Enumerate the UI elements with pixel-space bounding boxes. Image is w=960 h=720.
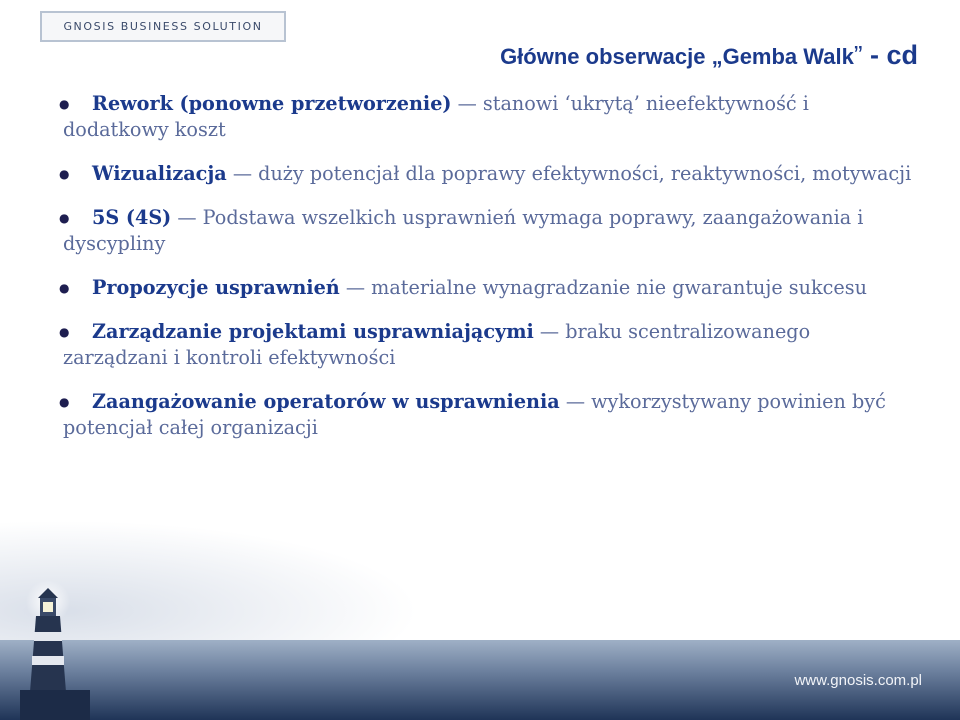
slide-title <box>500 40 918 71</box>
list-item <box>59 91 918 143</box>
item-keyword: Wizualizacja <box>92 162 227 185</box>
item-keyword: Zaangażowanie operatorów w usprawnienia <box>92 390 560 413</box>
bullet-dot-icon: ● <box>59 97 70 111</box>
item-text: duży potencjał dla poprawy efektywności, reaktywności, motywacji <box>258 162 912 185</box>
title-main: Główne obserwacje „Gemba Walk <box>500 44 854 69</box>
item-text: materialne wynagradzanie nie gwarantuje sukcesu <box>371 276 867 299</box>
title-suffix: - cd <box>862 40 918 70</box>
item-keyword: Propozycje usprawnień <box>92 276 340 299</box>
bullet-dot-icon: ● <box>59 281 70 295</box>
list-item <box>59 205 918 257</box>
list-item <box>59 319 918 371</box>
company-logo <box>40 11 286 42</box>
item-dash: — <box>345 276 366 299</box>
logo-text: GNOSIS BUSINESS SOLUTION <box>63 20 263 33</box>
item-dash: — <box>457 92 477 115</box>
list-item <box>59 161 918 187</box>
item-dash: — <box>565 390 586 413</box>
bullet-dot-icon: ● <box>59 395 70 409</box>
item-keyword: 5S (4S) <box>92 206 172 229</box>
item-text: wykorzystywany powinien być potencjał całej organizacji <box>63 390 886 439</box>
item-keyword: Zarządzanie projektami usprawniającymi <box>92 320 534 343</box>
item-keyword: Rework (ponowne przetworzenie) <box>92 92 452 115</box>
item-dash: — <box>177 206 197 229</box>
list-item <box>59 389 918 441</box>
list-item <box>59 275 918 301</box>
observations-list <box>59 91 918 459</box>
title-closing-quote: ” <box>853 40 863 70</box>
item-text: Podstawa wszelkich usprawnień wymaga poprawy, zaangażowania i dyscypliny <box>63 206 864 255</box>
bullet-dot-icon: ● <box>59 325 70 339</box>
bullet-dot-icon: ● <box>59 167 70 181</box>
item-dash: — <box>539 320 560 343</box>
lighthouse-icon <box>0 580 120 720</box>
item-text: braku scentralizowanego zarządzani i kontroli efektywności <box>63 320 811 369</box>
bullet-dot-icon: ● <box>59 211 70 225</box>
item-dash: — <box>232 162 253 185</box>
item-text: stanowi ‘ukrytą’ nieefektywność i dodatkowy koszt <box>63 92 809 141</box>
website-url: www.gnosis.com.pl <box>794 672 922 689</box>
